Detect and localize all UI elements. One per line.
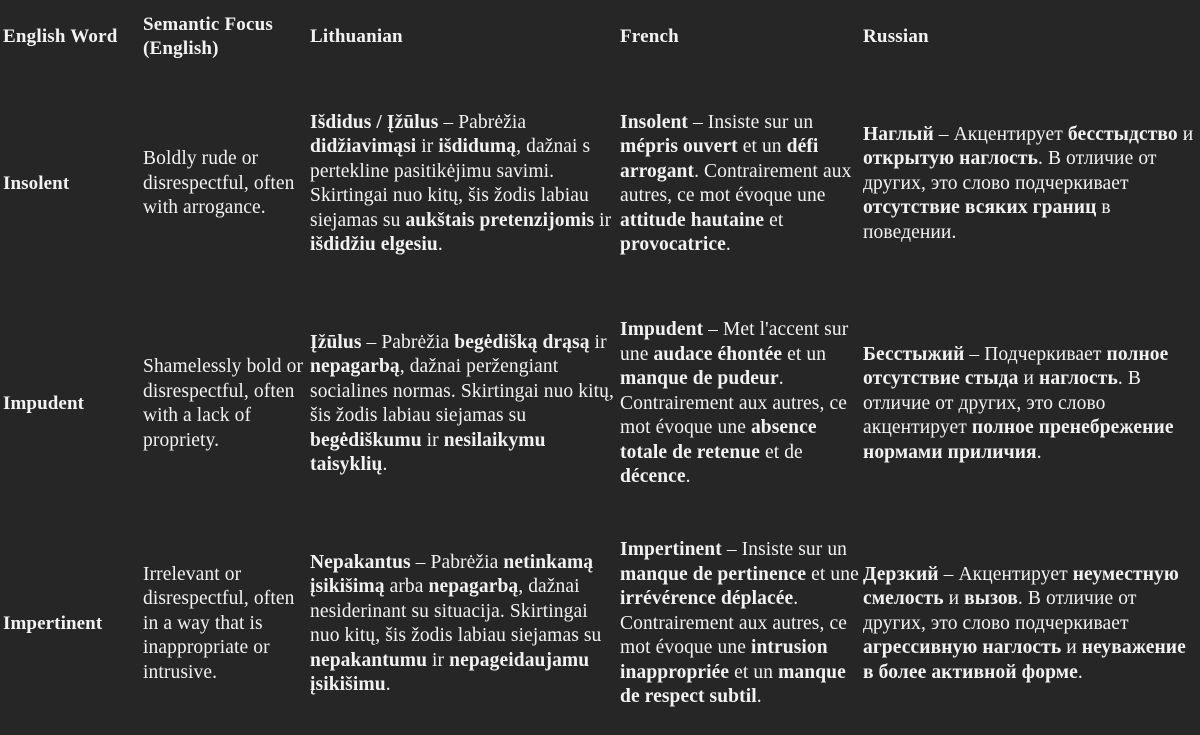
body-text: . — [756, 686, 762, 708]
body-text: . В отличие от других, это слово акцентирует — [863, 368, 1141, 439]
semantic-focus-cell: Boldly rude or disrespectful, often with arrogance. — [143, 148, 295, 219]
emphasis-text: nesilaikymu taisyklių — [310, 429, 546, 475]
emphasis-text: absence totale de retenue — [620, 417, 817, 463]
body-text: , dažnai s pertekline pasitikėjimu savimi. Skirtingai nuo kitų, šis žodis labiau siejamas su — [310, 136, 591, 231]
emphasis-text: manque de pudeur — [620, 368, 779, 390]
body-text: et de — [759, 441, 803, 463]
body-text: . — [437, 234, 443, 255]
body-text: , dažnai nesiderinant su situacija. Skirtingai nuo kitų, šis žodis labiau siejamas su — [310, 576, 602, 646]
body-text: в поведении. — [863, 197, 1111, 243]
body-text: ir — [421, 429, 444, 451]
body-text: et un — [729, 661, 779, 683]
emphasis-text: открытую наглость — [863, 148, 1039, 170]
table-row — [0, 294, 1200, 514]
lithuanian-cell — [307, 74, 617, 294]
emphasis-text: défi arrogant — [620, 136, 819, 182]
emphasis-text: Nepakantus — [310, 551, 411, 573]
semantic-focus-cell: Irrelevant or disrespectful, often in a way that is inappropriate or intrusive. — [143, 563, 295, 683]
body-text: – Акцентирует — [938, 563, 1073, 585]
emphasis-text: išdidumą — [438, 136, 517, 157]
semantic-focus-cell: Shamelessly bold or disrespectful, often with a lack of propriety. — [143, 356, 304, 451]
body-text: , dažnai peržengiant socialines normas. Skirtingai nuo kitų, šis žodis labiau siejamas su — [310, 356, 614, 426]
body-text: . Contrairement aux autres, ce mot évoque une — [620, 368, 847, 439]
lithuanian-cell — [307, 294, 617, 514]
body-text: et un — [737, 136, 787, 157]
body-text: и — [1018, 368, 1039, 390]
emphasis-text: наглость — [1038, 368, 1118, 390]
body-text: ir — [594, 209, 612, 231]
emphasis-text: netinkamą įsikišimą — [310, 551, 594, 597]
body-text: . В отличие от других, это слово подчеркивает — [863, 148, 1157, 194]
emphasis-text: вызов — [964, 588, 1018, 610]
lithuanian-cell — [307, 514, 617, 734]
emphasis-text: provocatrice — [620, 234, 726, 255]
body-text: et une — [806, 563, 859, 585]
body-text: . — [1036, 441, 1042, 463]
emphasis-text: Дерзкий — [863, 563, 939, 585]
english-word-cell: Impudent — [3, 392, 85, 414]
body-text: arba — [384, 576, 429, 597]
header-semantic-focus: Semantic Focus (English) — [143, 14, 273, 59]
emphasis-text: décence — [620, 466, 686, 488]
emphasis-text: audace éhontée — [653, 343, 783, 365]
emphasis-text: неуважение в более активной форме — [863, 637, 1186, 683]
emphasis-text: неуместную смелость — [863, 563, 1179, 610]
emphasis-text: Insolent — [620, 111, 688, 133]
body-text: . Contrairement aux autres, ce mot évoque une — [620, 160, 852, 206]
body-text: – Подчеркивает — [964, 343, 1107, 365]
header-russian: Russian — [863, 26, 929, 47]
emphasis-text: išdidžiu elgesiu — [310, 234, 438, 255]
header-lithuanian: Lithuanian — [310, 26, 403, 47]
emphasis-text: begėdiškumu — [310, 429, 422, 451]
russian-cell — [860, 294, 1200, 514]
emphasis-text: nepagarbą — [428, 576, 519, 597]
body-text: ir — [427, 649, 450, 671]
header-french: French — [620, 26, 679, 47]
header-row — [0, 0, 1200, 74]
emphasis-text: begėdišką drąsą — [454, 331, 590, 353]
emphasis-text: Impertinent — [620, 539, 722, 561]
header-english-word: English Word — [3, 26, 118, 47]
body-text: ir — [589, 331, 607, 353]
emphasis-text: mépris ouvert — [620, 136, 738, 157]
english-word-cell: Insolent — [3, 172, 70, 194]
body-text: – Insiste sur un — [721, 539, 848, 561]
emphasis-text: Įžūlus — [310, 331, 362, 353]
body-text: et un — [782, 343, 827, 365]
french-cell — [617, 294, 860, 514]
body-text: – Insiste sur un — [687, 111, 814, 133]
body-text: . — [1077, 661, 1083, 683]
emphasis-text: Impudent — [620, 319, 704, 341]
body-text: . — [385, 674, 391, 695]
emphasis-text: nepagarbą — [310, 356, 400, 377]
emphasis-text: attitude hautaine — [620, 209, 765, 231]
body-text: – Met l'accent sur une — [620, 319, 849, 365]
body-text: et — [764, 209, 784, 231]
body-text: – Pabrėžia — [410, 551, 504, 573]
emphasis-text: nepakantumu — [310, 649, 428, 671]
emphasis-text: Бесстыжий — [863, 343, 965, 365]
body-text: – Pabrėžia — [361, 331, 455, 353]
body-text: – Pabrėžia — [438, 111, 527, 133]
body-text: . — [685, 466, 691, 488]
russian-cell — [860, 514, 1200, 734]
emphasis-text: Наглый — [863, 123, 934, 145]
body-text: ir — [416, 136, 439, 157]
russian-cell — [860, 74, 1200, 294]
body-text: и — [943, 588, 965, 610]
body-text: – Акцентирует — [933, 123, 1068, 145]
table-row — [0, 514, 1200, 734]
table-row — [0, 74, 1200, 294]
emphasis-text: nepageidaujamu įsikišimu — [310, 649, 590, 695]
emphasis-text: manque de respect subtil — [620, 661, 846, 708]
emphasis-text: отсутствие всяких границ — [863, 197, 1097, 219]
body-text: . В отличие от других, это слово подчеркивает — [863, 588, 1137, 634]
emphasis-text: полное пренебрежение нормами приличия — [863, 417, 1174, 463]
emphasis-text: Išdidus / Įžūlus — [310, 111, 439, 133]
emphasis-text: aukštais pretenzijomis — [405, 209, 595, 231]
emphasis-text: manque de pertinence — [620, 563, 807, 585]
body-text: и — [1061, 637, 1082, 659]
body-text: . — [725, 234, 731, 255]
body-text: . — [382, 454, 388, 475]
french-cell — [617, 514, 860, 734]
english-word-cell: Impertinent — [3, 612, 103, 634]
emphasis-text: irrévérence déplacée — [620, 588, 794, 610]
body-text: и — [1177, 123, 1194, 145]
body-text: . Contrairement aux autres, ce mot évoque une — [620, 588, 847, 659]
emphasis-text: intrusion inappropriée — [620, 637, 828, 683]
emphasis-text: бесстыдство — [1067, 123, 1178, 145]
emphasis-text: didžiavimąsi — [310, 136, 417, 157]
emphasis-text: агрессивную наглость — [863, 637, 1062, 659]
emphasis-text: полное отсутствие стыда — [863, 343, 1169, 390]
french-cell — [617, 74, 860, 294]
